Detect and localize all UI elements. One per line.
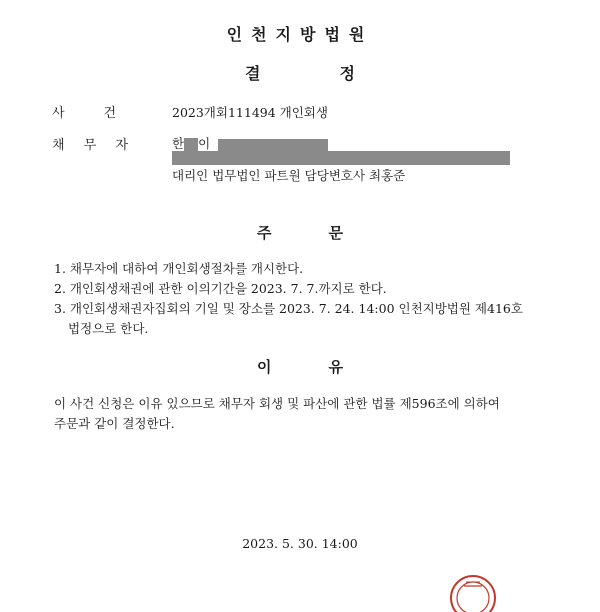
reason-line-1: 이 사건 신청은 이유 있으므로 채무자 회생 및 파산에 관한 법률 제596조에 의하여 [54, 396, 500, 411]
reason-heading-char-2: 유 [328, 358, 343, 376]
address-redaction-block [172, 151, 510, 165]
debtor-name-last: 이 [198, 136, 211, 151]
order-heading [0, 222, 600, 243]
debtor-label [52, 134, 128, 153]
redaction-block [184, 138, 198, 151]
case-label [52, 102, 116, 121]
order-heading-char-1: 주 [257, 224, 272, 242]
reason-heading [0, 356, 600, 377]
debtor-label-char-1: 채 [52, 138, 65, 153]
order-item-1: 1. 채무자에 대하여 개인회생절차를 개시한다. [54, 261, 304, 276]
doc-type-char-2: 정 [339, 64, 355, 83]
order-item-2: 2. 개인회생채권에 관한 이의기간을 2023. 7. 7.까지로 한다. [54, 281, 387, 296]
case-number: 2023개회111494 개인회생 [172, 105, 328, 120]
case-label-char-1: 사 [52, 106, 65, 121]
debtor-label-char-2: 무 [83, 138, 97, 153]
reason-heading-char-1: 이 [257, 358, 272, 376]
court-name: 인천지방법원 [226, 25, 374, 44]
order-item-3-continued: 법정으로 한다. [68, 321, 149, 336]
debtor-name-first: 한 [172, 136, 185, 151]
debtor-label-char-3: 자 [115, 138, 128, 153]
order-item-3: 3. 개인회생채권자집회의 기일 및 장소를 2023. 7. 24. 14:00 인천지방법원 제416호 [54, 301, 523, 316]
court-seal-icon [444, 572, 502, 612]
document-type-title [0, 61, 600, 84]
doc-type-char-1: 결 [245, 64, 261, 83]
case-label-char-2: 건 [103, 106, 116, 121]
attorney-line: 대리인 법무법인 파트원 담당변호사 최홍준 [172, 168, 406, 183]
order-heading-char-2: 문 [328, 224, 343, 242]
decision-date: 2023. 5. 30. 14:00 [242, 536, 358, 551]
reason-line-2: 주문과 같이 결정한다. [54, 416, 175, 431]
redaction-block [218, 139, 328, 151]
debtor-name [172, 134, 328, 152]
